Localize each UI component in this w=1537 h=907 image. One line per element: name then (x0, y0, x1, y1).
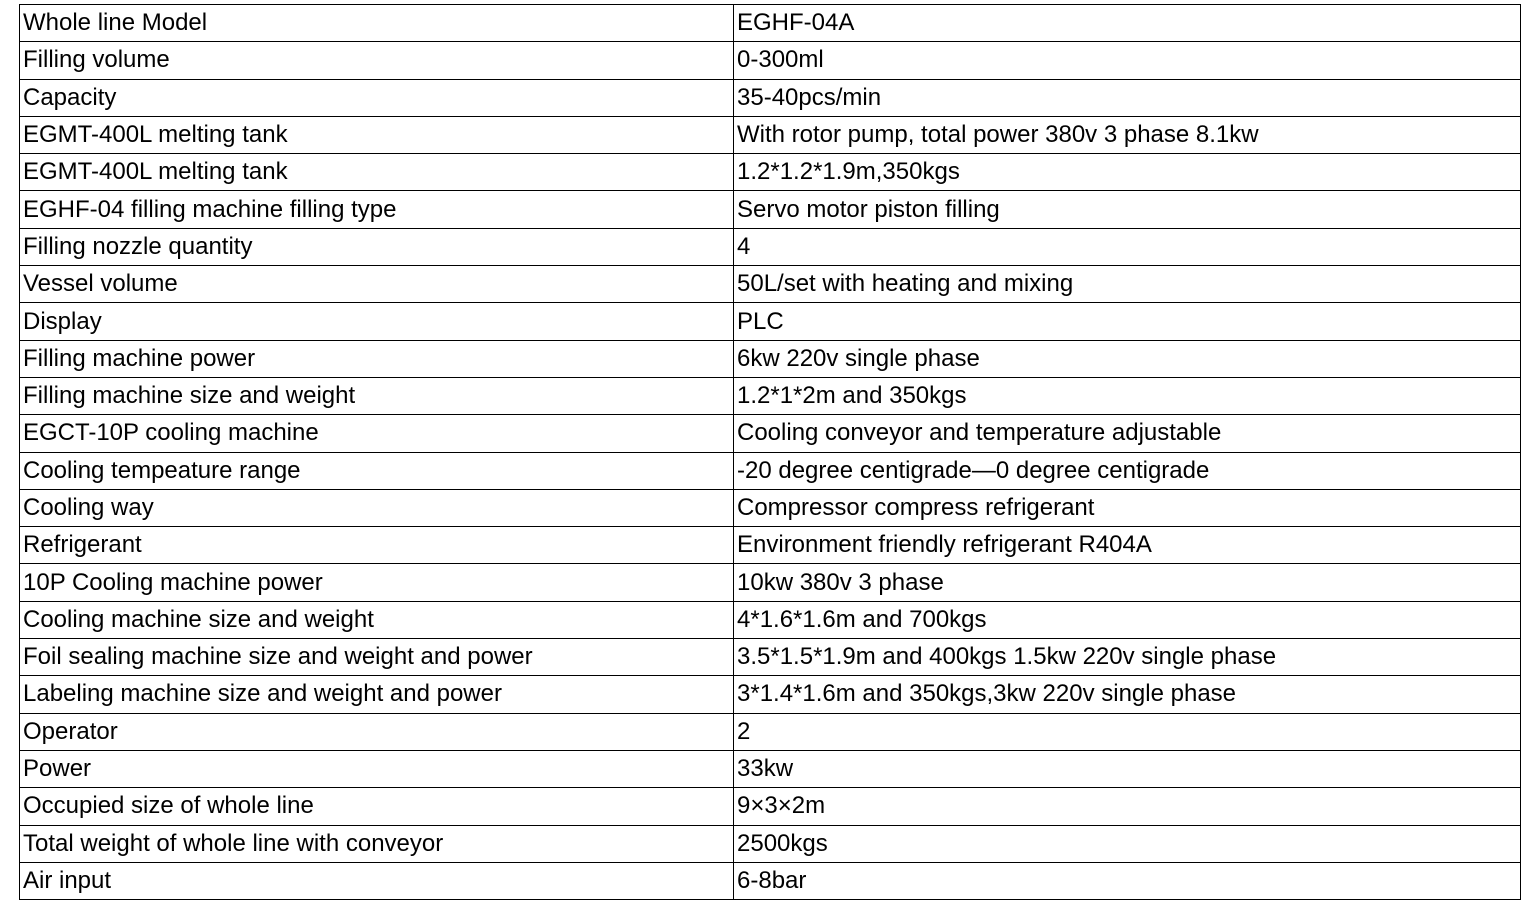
table-row (20, 676, 1521, 713)
spec-table-body (20, 5, 1521, 900)
spec-value-cell: 50L/set with heating and mixing (734, 266, 1521, 303)
table-row (20, 116, 1521, 153)
spec-value-cell: Compressor compress refrigerant (734, 489, 1521, 526)
spec-label-cell: Whole line Model (20, 5, 734, 42)
spec-label-cell: Total weight of whole line with conveyor (20, 825, 734, 862)
spec-label-cell: Filling machine power (20, 340, 734, 377)
spec-label-cell: Occupied size of whole line (20, 788, 734, 825)
spec-value-cell: 6kw 220v single phase (734, 340, 1521, 377)
table-row (20, 303, 1521, 340)
table-row (20, 42, 1521, 79)
spec-label-cell: Cooling machine size and weight (20, 601, 734, 638)
spec-value-cell: 1.2*1*2m and 350kgs (734, 377, 1521, 414)
table-row (20, 415, 1521, 452)
table-row (20, 713, 1521, 750)
spec-label-cell: Filling machine size and weight (20, 377, 734, 414)
spec-label-cell: Cooling way (20, 489, 734, 526)
spec-label-cell: Operator (20, 713, 734, 750)
spec-value-cell: 2500kgs (734, 825, 1521, 862)
table-row (20, 825, 1521, 862)
table-row (20, 564, 1521, 601)
spec-value-cell: Servo motor piston filling (734, 191, 1521, 228)
table-row (20, 788, 1521, 825)
spec-value-cell: 0-300ml (734, 42, 1521, 79)
table-row (20, 489, 1521, 526)
table-row (20, 452, 1521, 489)
table-row (20, 377, 1521, 414)
spec-label-cell: Labeling machine size and weight and power (20, 676, 734, 713)
spec-value-cell: 10kw 380v 3 phase (734, 564, 1521, 601)
table-row (20, 862, 1521, 899)
spec-label-cell: EGMT-400L melting tank (20, 154, 734, 191)
spec-label-cell: Refrigerant (20, 527, 734, 564)
spec-label-cell: Power (20, 750, 734, 787)
table-row (20, 191, 1521, 228)
spec-label-cell: EGMT-400L melting tank (20, 116, 734, 153)
spec-value-cell: 6-8bar (734, 862, 1521, 899)
spec-value-cell: EGHF-04A (734, 5, 1521, 42)
spec-label-cell: Filling nozzle quantity (20, 228, 734, 265)
spec-label-cell: EGCT-10P cooling machine (20, 415, 734, 452)
spec-value-cell: 3*1.4*1.6m and 350kgs,3kw 220v single phase (734, 676, 1521, 713)
spec-value-cell: 33kw (734, 750, 1521, 787)
table-row (20, 266, 1521, 303)
spec-table (19, 4, 1521, 900)
table-row (20, 527, 1521, 564)
spec-label-cell: EGHF-04 filling machine filling type (20, 191, 734, 228)
spec-value-cell: Cooling conveyor and temperature adjustable (734, 415, 1521, 452)
spec-label-cell: Capacity (20, 79, 734, 116)
spec-value-cell: 1.2*1.2*1.9m,350kgs (734, 154, 1521, 191)
table-row (20, 750, 1521, 787)
table-row (20, 639, 1521, 676)
table-row (20, 601, 1521, 638)
spec-value-cell: 35-40pcs/min (734, 79, 1521, 116)
spec-label-cell: Foil sealing machine size and weight and power (20, 639, 734, 676)
spec-label-cell: Vessel volume (20, 266, 734, 303)
table-row (20, 154, 1521, 191)
table-row (20, 340, 1521, 377)
spec-label-cell: 10P Cooling machine power (20, 564, 734, 601)
spec-value-cell: 2 (734, 713, 1521, 750)
table-row (20, 5, 1521, 42)
spec-label-cell: Filling volume (20, 42, 734, 79)
spec-label-cell: Cooling tempeature range (20, 452, 734, 489)
spec-label-cell: Air input (20, 862, 734, 899)
spec-value-cell: -20 degree centigrade—0 degree centigrade (734, 452, 1521, 489)
spec-value-cell: 9×3×2m (734, 788, 1521, 825)
spec-value-cell: 3.5*1.5*1.9m and 400kgs 1.5kw 220v single phase (734, 639, 1521, 676)
spec-label-cell: Display (20, 303, 734, 340)
spec-value-cell: 4 (734, 228, 1521, 265)
spec-value-cell: With rotor pump, total power 380v 3 phase 8.1kw (734, 116, 1521, 153)
spec-value-cell: Environment friendly refrigerant R404A (734, 527, 1521, 564)
table-row (20, 228, 1521, 265)
table-row (20, 79, 1521, 116)
spec-value-cell: 4*1.6*1.6m and 700kgs (734, 601, 1521, 638)
spec-value-cell: PLC (734, 303, 1521, 340)
